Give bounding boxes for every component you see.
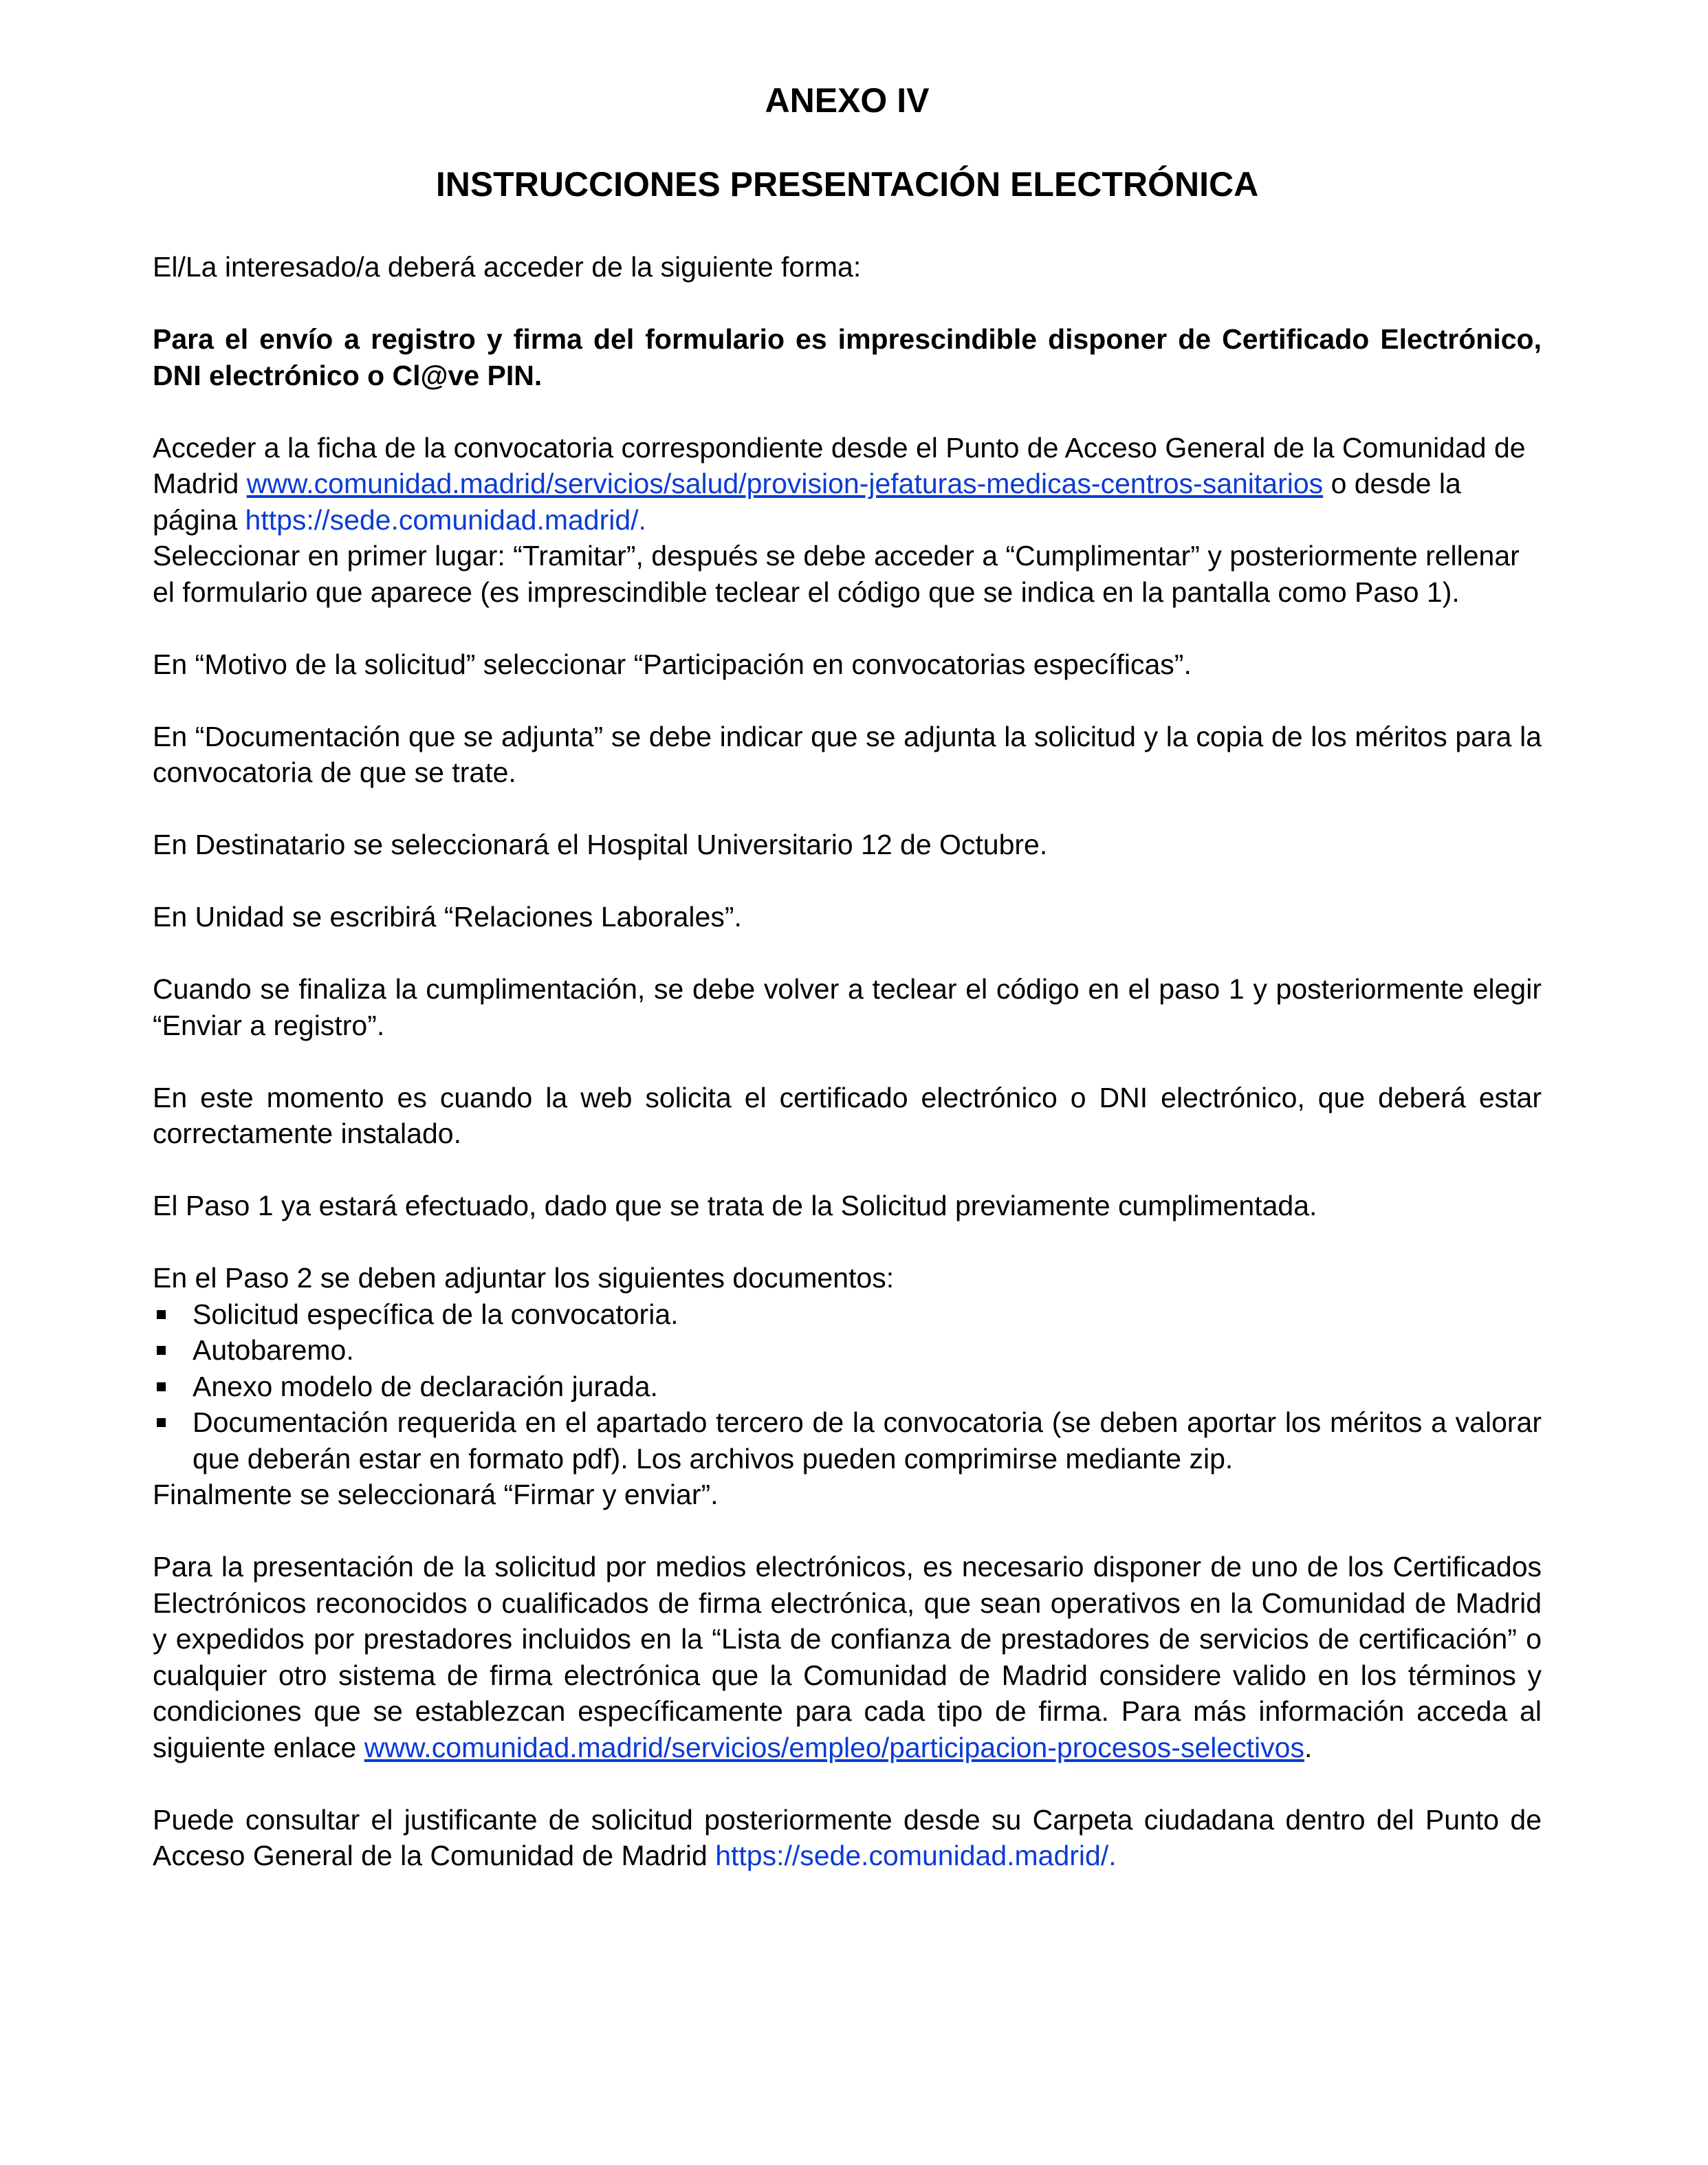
square-bullet-icon (157, 1310, 166, 1319)
list-item-text: Documentación requerida en el apartado tercero de la convocatoria (se deben aportar los méritos a valorar que deberán estar en formato pdf). Los archivos pueden comprimirse mediante zip. (193, 1406, 1542, 1475)
documentacion-paragraph: En “Documentación que se adjunta” se debe indicar que se adjunta la solicitud y la copia de los méritos para la convocatoria de que se trate. (153, 720, 1542, 788)
steps-paragraph: Seleccionar en primer lugar: “Tramitar”, después se debe acceder a “Cumplimentar” y posteriormente rellenar el formulario que aparece (es imprescindible teclear el código que se indica en la pantalla como Paso 1). (153, 540, 1520, 608)
documents-list (153, 1296, 1542, 1477)
list-item-text: Autobaremo. (193, 1334, 354, 1366)
document-body (153, 249, 1542, 1874)
access-paragraph (153, 430, 1542, 538)
access-text-middle: o desde la página (153, 468, 1461, 536)
list-item (153, 1369, 1542, 1405)
empleo-link[interactable]: www.comunidad.madrid/servicios/empleo/participacion-procesos-selectivos (364, 1731, 1304, 1763)
paso2-intro: En el Paso 2 se deben adjuntar los siguientes documentos: (153, 1262, 895, 1294)
sede-link[interactable]: https://sede.comunidad.madrid/. (245, 503, 646, 536)
finaliza-paragraph: Cuando se finaliza la cumplimentación, se debe volver a teclear el código en el paso 1 y posteriormente elegir “Enviar a registro”. (153, 973, 1542, 1041)
intro-paragraph: El/La interesado/a deberá acceder de la siguiente forma: (153, 251, 862, 283)
square-bullet-icon (157, 1382, 166, 1391)
list-item-text: Anexo modelo de declaración jurada. (193, 1370, 658, 1402)
motivo-paragraph: En “Motivo de la solicitud” seleccionar “Participación en convocatorias específicas”. (153, 648, 1192, 680)
list-item-text: Solicitud específica de la convocatoria. (193, 1298, 679, 1330)
medios-text: Para la presentación de la solicitud por medios electrónicos, es necesario disponer de uno de los Certificados Electrónicos reconocidos o cualificados de firma electrónica, que sean operativos en la Comunidad de Madrid y expedidos por prestadores incluidos en la “Lista de confianza de prestadores de servicios de certificación” o cualquier otro sistema de firma electrónica que la Comunidad de Madrid considere valido en los términos y condiciones que se establezcan específicamente para cada tipo de firma. Para más información acceda al siguiente enlace (153, 1551, 1542, 1763)
annex-title: ANEXO IV (765, 81, 930, 120)
requirement-paragraph: Para el envío a registro y firma del formulario es imprescindible disponer de Certificado Electrónico, DNI electrónico o Cl@ve PIN. (153, 323, 1542, 391)
access-text-before: Acceder a la ficha de la convocatoria correspondiente desde el Punto de Acceso General de la Comunidad de Madrid (153, 431, 1526, 499)
paso1-paragraph: El Paso 1 ya estará efectuado, dado que se trata de la Solicitud previamente cumplimentada. (153, 1190, 1317, 1221)
sede-link-footer[interactable]: https://sede.comunidad.madrid/. (715, 1840, 1117, 1871)
list-item (153, 1332, 1542, 1369)
document-title: INSTRUCCIONES PRESENTACIÓN ELECTRÓNICA (435, 165, 1259, 204)
paso2-final: Finalmente se seleccionará “Firmar y enviar”. (153, 1479, 719, 1510)
list-item (153, 1404, 1542, 1477)
convocatoria-link[interactable]: www.comunidad.madrid/servicios/salud/provision-jefaturas-medicas-centros-sanitarios (246, 468, 1324, 499)
square-bullet-icon (157, 1418, 166, 1427)
medios-paragraph (153, 1549, 1542, 1765)
list-item (153, 1296, 1542, 1333)
medios-end: . (1304, 1731, 1313, 1763)
unidad-paragraph: En Unidad se escribirá “Relaciones Laborales”. (153, 901, 742, 933)
certificado-paragraph: En este momento es cuando la web solicita el certificado electrónico o DNI electrónico, que deberá estar correctamente instalado. (153, 1081, 1542, 1149)
square-bullet-icon (157, 1346, 166, 1355)
destinatario-paragraph: En Destinatario se seleccionará el Hospital Universitario 12 de Octubre. (153, 829, 1048, 860)
consulta-paragraph (153, 1802, 1542, 1874)
consulta-text: Puede consultar el justificante de solicitud posteriormente desde su Carpeta ciudadana dentro del Punto de Acceso General de la Comunidad de Madrid (153, 1803, 1542, 1871)
